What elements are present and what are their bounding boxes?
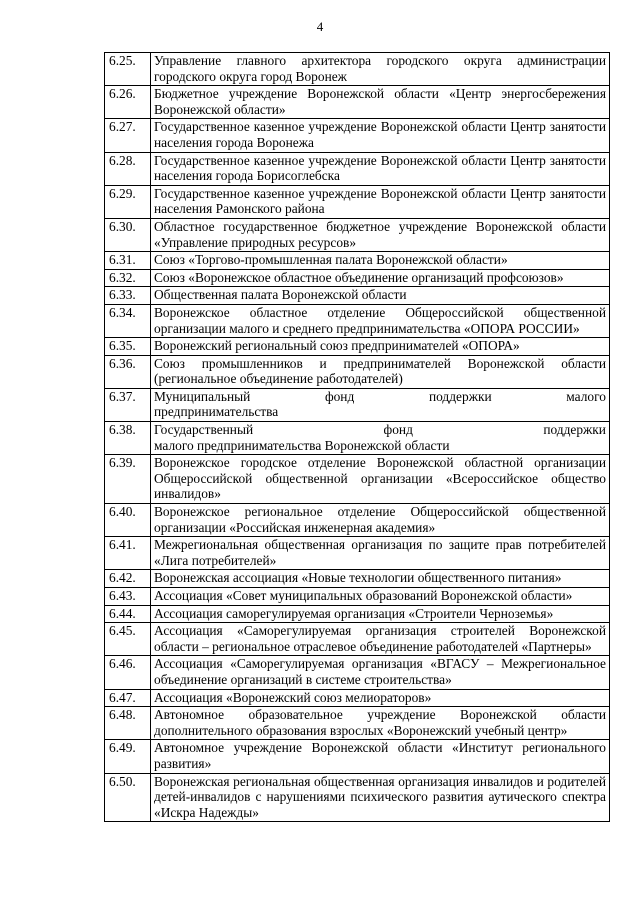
table-row [105,588,610,606]
row-number: 6.37. [105,388,151,421]
row-text-word: поддержки [428,388,492,404]
row-number: 6.46. [105,656,151,689]
table-row [105,388,610,421]
table-row [105,504,610,537]
row-number: 6.47. [105,689,151,707]
row-text: Общественная палата Воронежской области [151,287,610,305]
row-text: Автономное учреждение Воронежской области «Институт регионального развития» [151,740,610,773]
table-row [105,185,610,218]
table-row [105,570,610,588]
row-text: Государственное казенное учреждение Воронежской области Центр занятости населения города Воронежа [151,119,610,152]
row-text: Ассоциация «Саморегулируемая организация «ВГАСУ – Межрегиональное объединение организаций в системе строительства» [151,656,610,689]
row-number: 6.40. [105,504,151,537]
table-row [105,707,610,740]
row-text: Автономное образовательное учреждение Воронежской области дополнительного образования взрослых «Воронежский учебный центр» [151,707,610,740]
row-text: Союз промышленников и предпринимателей Воронежской области (региональное объединение работодателей) [151,355,610,388]
row-text: Ассоциация «Совет муниципальных образований Воронежской области» [151,588,610,606]
row-text: Воронежское областное отделение Общероссийской общественной организации малого и среднего предпринимательства «ОПОРА РОССИИ» [151,304,610,337]
row-number: 6.50. [105,773,151,822]
row-number: 6.45. [105,623,151,656]
table-row [105,740,610,773]
table-row [105,656,610,689]
row-text: Управление главного архитектора городского округа администрации городского округа город Воронеж [151,53,610,86]
row-text-word: фонд [383,422,413,438]
row-text: Областное государственное бюджетное учреждение Воронежской области «Управление природных ресурсов» [151,218,610,251]
row-number: 6.41. [105,537,151,570]
table-row [105,623,610,656]
row-text-line: предпринимательства [154,404,279,420]
row-text-line: малого предпринимательства Воронежской области [154,437,450,453]
row-text: Воронежский региональный союз предпринимателей «ОПОРА» [151,338,610,356]
table-row [105,304,610,337]
table-row [105,422,610,455]
table-row [105,338,610,356]
table-row [105,53,610,86]
row-number: 6.29. [105,185,151,218]
row-number: 6.44. [105,605,151,623]
row-number: 6.32. [105,269,151,287]
row-text-word: Государственный [154,422,254,438]
row-number: 6.26. [105,86,151,119]
row-text [151,388,610,421]
row-text: Воронежская ассоциация «Новые технологии общественного питания» [151,570,610,588]
row-number: 6.48. [105,707,151,740]
row-number: 6.49. [105,740,151,773]
row-text [151,422,610,455]
row-text: Ассоциация «Саморегулируемая организация строителей Воронежской области – региональное отраслевое объединение работодателей «Партнеры» [151,623,610,656]
row-text: Бюджетное учреждение Воронежской области «Центр энергосбережения Воронежской области» [151,86,610,119]
page-number: 4 [316,19,324,34]
row-number: 6.34. [105,304,151,337]
table-row [105,689,610,707]
row-number: 6.30. [105,218,151,251]
row-number: 6.39. [105,455,151,504]
row-text-word: поддержки [543,422,606,438]
row-text: Государственное казенное учреждение Воронежской области Центр занятости населения города Борисоглебска [151,152,610,185]
row-number: 6.43. [105,588,151,606]
row-text: Государственное казенное учреждение Воронежской области Центр занятости населения Рамонского района [151,185,610,218]
table-row [105,218,610,251]
row-text-word: фонд [324,388,355,404]
row-text: Воронежское городское отделение Воронежской областной организации Общероссийской общественной организации «Всероссийское общество инвалидов» [151,455,610,504]
table-row [105,773,610,822]
row-number: 6.36. [105,355,151,388]
row-text: Союз «Воронежское областное объединение организаций профсоюзов» [151,269,610,287]
table-row [105,355,610,388]
row-text: Союз «Торгово-промышленная палата Воронежской области» [151,252,610,270]
table-row [105,119,610,152]
row-number: 6.35. [105,338,151,356]
organizations-table [104,52,610,822]
table-row [105,455,610,504]
row-number: 6.42. [105,570,151,588]
row-number: 6.27. [105,119,151,152]
row-text: Воронежское региональное отделение Общероссийской общественной организации «Российская инженерная академия» [151,504,610,537]
row-text: Ассоциация «Воронежский союз мелиораторов» [151,689,610,707]
table-row [105,287,610,305]
row-text: Ассоциация саморегулируемая организация «Строители Черноземья» [151,605,610,623]
table-row [105,252,610,270]
row-number: 6.33. [105,287,151,305]
row-number: 6.25. [105,53,151,86]
row-number: 6.28. [105,152,151,185]
table-row [105,605,610,623]
row-text: Межрегиональная общественная организация по защите прав потребителей «Лига потребителей» [151,537,610,570]
row-number: 6.38. [105,422,151,455]
row-number: 6.31. [105,252,151,270]
table-row [105,269,610,287]
table-row [105,152,610,185]
table-row [105,86,610,119]
row-text-word: Муниципальный [154,388,251,404]
row-text: Воронежская региональная общественная организация инвалидов и родителей детей-инвалидов с нарушениями психического развития аутического спектра «Искра Надежды» [151,773,610,822]
table-row [105,537,610,570]
row-text-word: малого [566,388,606,404]
